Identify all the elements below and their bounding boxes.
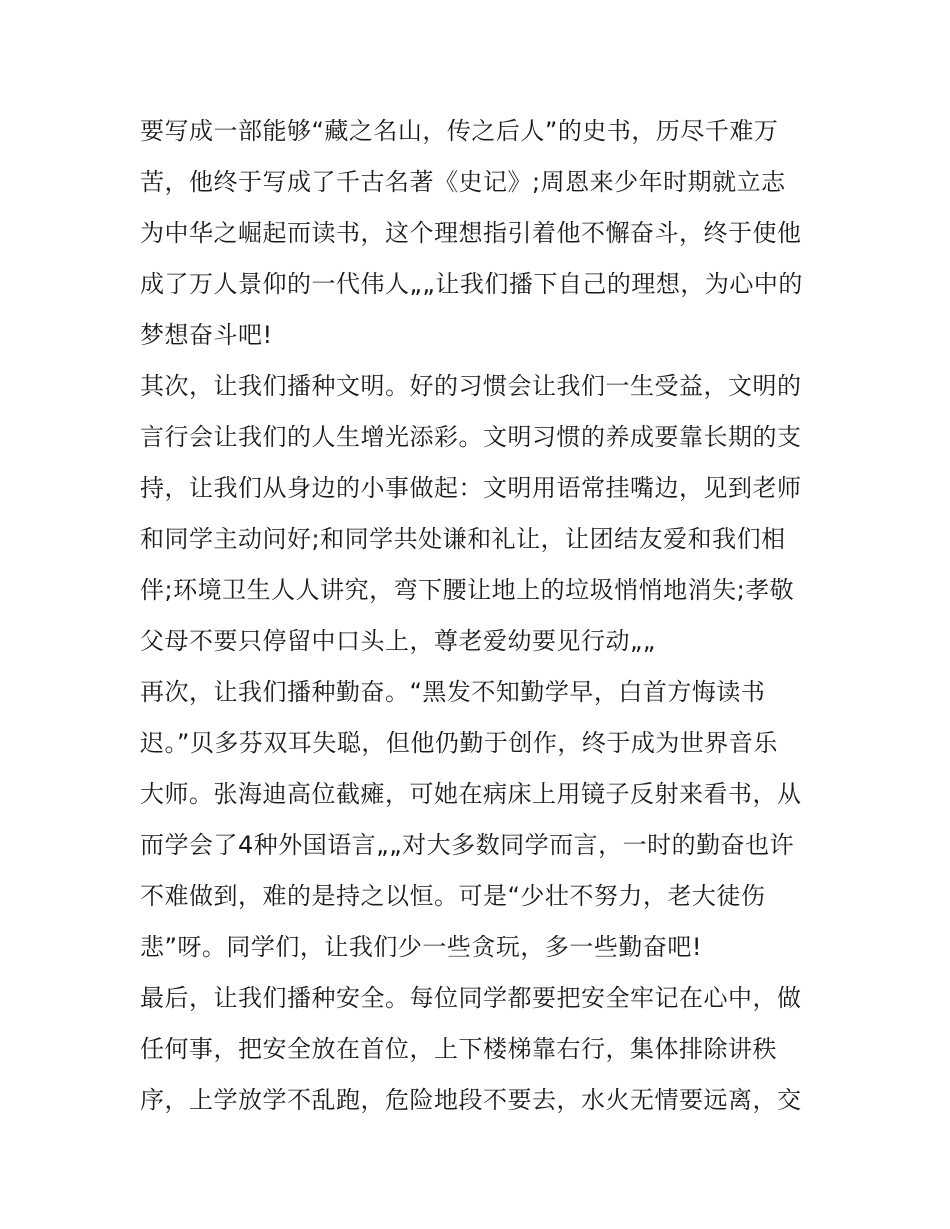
- body-text: [140, 106, 830, 1126]
- text-line: 迟。”贝多芬双耳失聪，但他仍勤于创作，终于成为世界音乐: [140, 729, 778, 757]
- text-line: 而学会了4种外国语言„„对大多数同学而言，一时的勤奋也许: [140, 831, 795, 859]
- text-line: 要写成一部能够“藏之名山，传之后人”的史书，历尽千难万: [140, 117, 779, 145]
- text-line: 不难做到，难的是持之以恒。可是“少壮不努力，老大徒伤: [140, 882, 766, 910]
- text-line: 父母不要只停留中口头上，尊老爱幼要见行动„„: [140, 627, 656, 655]
- text-line: 成了万人景仰的一代伟人„„让我们播下自己的理想，为心中的: [140, 270, 803, 298]
- text-line: 序，上学放学不乱跑，危险地段不要去，水火无情要远离，交: [140, 1086, 802, 1114]
- text-line: 和同学主动问好;和同学共处谦和礼让，让团结友爱和我们相: [140, 525, 786, 553]
- text-line: 伴;环境卫生人人讲究，弯下腰让地上的垃圾悄悄地消失;孝敬: [140, 576, 795, 604]
- text-line: 苦，他终于写成了千古名著《史记》;周恩来少年时期就立志: [140, 168, 786, 196]
- text-line: 再次，让我们播种勤奋。“黑发不知勤学早，白首方悔读书: [140, 678, 766, 706]
- text-line: 为中华之崛起而读书，这个理想指引着他不懈奋斗，终于使他: [140, 219, 802, 247]
- text-line: 大师。张海迪高位截瘫，可她在病床上用镜子反射来看书，从: [140, 780, 802, 808]
- text-line: 言行会让我们的人生增光添彩。文明习惯的养成要靠长期的支: [140, 423, 802, 451]
- text-line: 其次，让我们播种文明。好的习惯会让我们一生受益，文明的: [140, 372, 802, 400]
- text-line: 最后，让我们播种安全。每位同学都要把安全牢记在心中，做: [140, 984, 802, 1012]
- text-line: 梦想奋斗吧!: [140, 321, 273, 349]
- text-line: 悲”呀。同学们，让我们少一些贪玩，多一些勤奋吧!: [140, 933, 703, 961]
- text-line: 持，让我们从身边的小事做起：文明用语常挂嘴边，见到老师: [140, 474, 802, 502]
- text-line: 任何事，把安全放在首位，上下楼梯靠右行，集体排除讲秩: [140, 1035, 777, 1063]
